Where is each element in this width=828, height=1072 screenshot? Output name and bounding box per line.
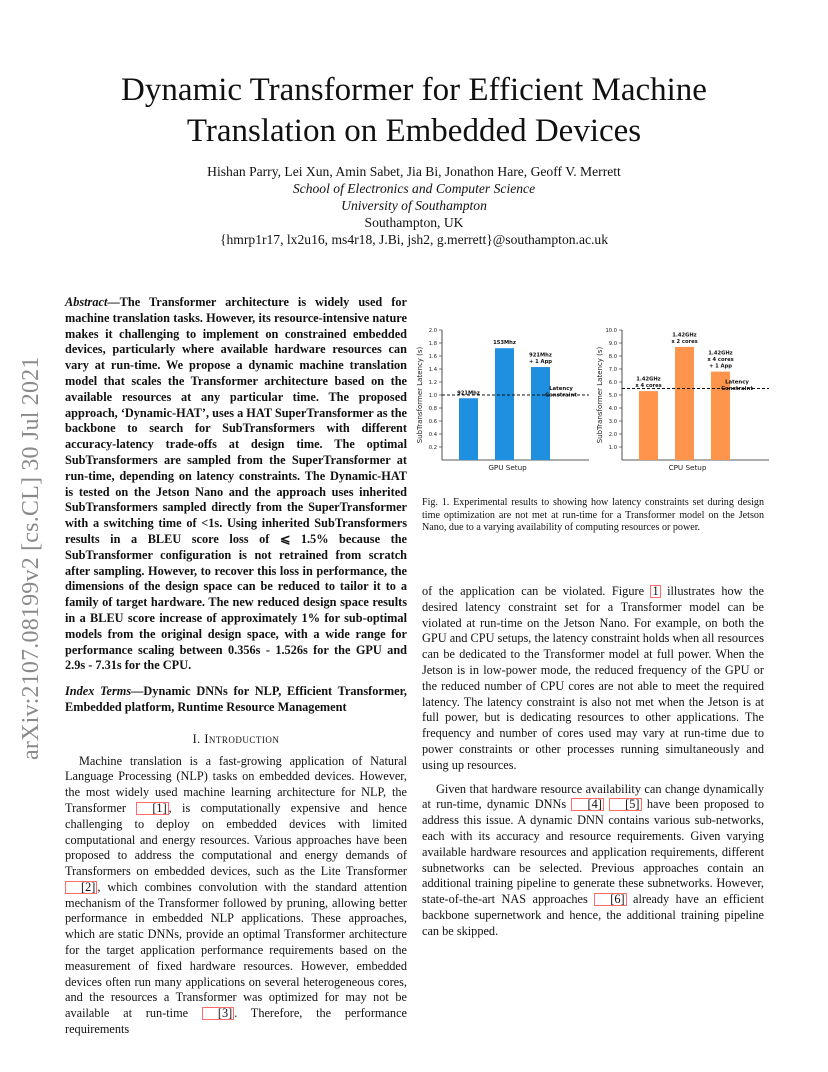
title-line-1: Dynamic Transformer for Efficient Machine [121,72,707,108]
gpu-bar-label: 921Mhz [457,390,480,397]
affiliation-school: School of Electronics and Computer Science [292,181,536,196]
cpu-bar [675,347,694,460]
cpu-y-axis-label: SubTransformer Latency (s) [596,346,604,444]
gpu-y-tick-label: 1.6 [428,354,437,360]
intro-paragraph-3: Given that hardware resource availability can change dynamically at run-time, dynamic DNNs [4] [5] have been proposed to address this issue. A dynamic DNN contains various sub-networks, each with its accuracy and resource requirements. Given varying available hardware resources and application requirements, different subnetworks can be selected. Previous approaches contain an additional training pipeline to generate these subnetworks. However, state-of-the-art NAS approaches [6] already have an efficient backbone supernetwork and hence, the additional training pipeline can be skipped. [422,781,764,938]
abstract-text: —The Transformer architecture is widely used for machine translation tasks. However, its resource-intensive nature makes it challenging to implement on constrained embedded devices, particularly where available hardware resources can vary at run-time. We propose a dynamic machine translation model that scales the Transformer architecture based on the available resources at any particular time. The proposed approach, ‘Dynamic-HAT’, uses a HAT SuperTransformer as the backbone to search for SubTransformers with different accuracy-latency trade-offs at design time. The optimal SubTransformers are sampled from the SuperTransformer at run-time, depending on latency constraints. The Dynamic-HAT is tested on the Jetson Nano and the approach uses inherited SubTransformers sampled directly from the SuperTransformer with a switching time of <1s. Using inherited SubTransformers results in a BLEU score loss of ⩽ 1.5% because the SubTransformer configuration is not retrained from scratch after sampling. However, to recover this loss in performance, the dimensions of the design space can be reduced to tailor it to a family of target hardware. The new reduced design space results in a BLEU score increase of approximately 1% for sub-optimal models from the original design space, with a wide range for performance scaling between 0.356s - 1.526s for the GPU and 2.9s - 7.31s for the CPU. [65,295,407,673]
gpu-bar [531,367,550,460]
cpu-bar-label: 1.42GHz x 2 cores [671,332,698,345]
gpu-y-tick-label: 2.0 [428,328,437,334]
gpu-bar-label: 153Mhz [493,340,516,347]
cpu-bar [639,391,658,460]
citation-link[interactable]: [3] [202,1007,234,1020]
cpu-y-tick-label: 6.0 [608,380,617,386]
right-column [422,584,764,940]
citation-link[interactable]: [2] [65,881,97,894]
gpu-bar-label: 921Mhz + 1 App [528,352,553,366]
cpu-y-tick-label: 7.0 [608,367,617,373]
gpu-y-tick-label: 1.8 [428,341,437,347]
gpu-y-tick-label: 0.8 [428,406,437,412]
index-terms [65,684,407,716]
index-terms-label: Index Terms [65,684,132,699]
citation-link[interactable]: [1] [136,802,168,815]
abstract-label: Abstract [65,295,108,309]
affiliation-location: Southampton, UK [364,215,464,230]
figure-1-charts [414,320,774,478]
gpu-y-tick-label: 0.6 [428,419,437,425]
gpu-bar [495,348,514,460]
figure-reference-link[interactable]: 1 [652,584,659,598]
cpu-y-tick-label: 1.0 [608,445,617,451]
cpu-y-tick-label: 9.0 [608,341,617,347]
cpu-y-tick-label: 8.0 [608,354,617,360]
gpu-x-axis-label: GPU Setup [488,463,527,472]
affiliation-university: University of Southampton [341,198,487,213]
index-terms-text: —Dynamic DNNs for NLP, Efficient Transformer, Embedded platform, Runtime Resource Management [65,684,407,714]
cpu-bar-label: 1.42GHz x 4 cores [635,376,662,390]
author-names: Hishan Parry, Lei Xun, Amin Sabet, Jia Bi, Jonathon Hare, Geoff V. Merrett [207,164,621,179]
gpu-y-tick-label: 0.4 [428,432,437,438]
abstract [65,295,407,674]
gpu-y-tick-label: 1.2 [428,380,437,386]
citation-link[interactable]: [6] [594,893,626,906]
gpu-latency-constraint-label: Latency Constraint [545,386,577,399]
intro-paragraph-1: Machine translation is a fast-growing application of Natural Language Processing (NLP) tasks on embedded devices. However, the most widely used machine learning architecture for NLP, the Transformer [1] , is computationally expensive and hence challenging to deploy on embedded devices with limited computational and energy resources. Various approaches have been proposed to address the computational and energy demands of Transformers on embedded devices, such as the Lite Transformer [2] , which combines convolution with the standard attention mechanism of the Transformer followed by pruning, allowing better performance in embedded NLP applications. These approaches, which are static DNNs, provide an optimal Transformer architecture for the target application performance requirements based on the measurement of fixed hardware resources. However, embedded devices often run many applications on several heterogeneous cores, and the resources a Transformer was optimized for may not be available at run-time [3] . Therefore, the performance requirements [65,753,408,1037]
author-block [60,163,768,248]
gpu-y-tick-label: 1.0 [428,393,437,399]
citation-link[interactable]: [5] [609,798,641,811]
cpu-y-tick-label: 2.0 [608,432,617,438]
figure-caption: Fig. 1. Experimental results to showing how latency constraints set during design time optimization are not met at run-time for a Transformer model on the Jetson Nano, due to a varying availability of computing resources or power. [422,497,764,534]
figure-1 [414,320,774,483]
citation-link[interactable]: [4] [571,798,603,811]
cpu-latency-constraint-label: Latency Constraint [721,379,753,392]
cpu-y-tick-label: 5.0 [608,393,617,399]
gpu-y-tick-label: 0.2 [428,445,437,451]
intro-paragraph-2: of the application can be violated. Figure 1 illustrates how the desired latency constraint set for a Transformer model can be violated at run-time on the Jetson Nano. For example, on both the GPU and CPU setups, the latency constraint holds when all resources can be dedicated to the Transformer model at full power. When the Jetson is in low-power mode, the reduced frequency of the GPU or the reduced number of CPU cores are not able to meet the required latency. The latency constraint is also not met when the Jetson is at full power, but is dedicating resources to other applications. The frequency and number of cores used may vary at run-time due to power constraints or other processes running simultaneously and using up resources. [422,584,764,772]
paper-title [60,70,768,152]
cpu-y-tick-label: 4.0 [608,406,617,412]
section-heading-introduction: I. Introduction [192,731,280,746]
cpu-x-axis-label: CPU Setup [668,463,707,472]
author-emails: {hmrp1r17, lx2u16, ms4r18, J.Bi, jsh2, g.merrett}@southampton.ac.uk [219,232,609,247]
left-column [65,295,407,1038]
title-line-2: Translation on Embedded Devices [186,113,642,149]
cpu-bar-label: 1.42GHz x 4 cores + 1 App [707,350,734,370]
arxiv-identifier: arXiv:2107.08199v2 [cs.CL] 30 Jul 2021 [18,356,44,760]
cpu-y-tick-label: 10.0 [605,328,617,334]
gpu-y-axis-label: SubTransformer Latency (s) [416,346,424,444]
gpu-bar [459,398,478,460]
cpu-y-tick-label: 3.0 [608,419,617,425]
gpu-y-tick-label: 1.4 [428,367,437,373]
